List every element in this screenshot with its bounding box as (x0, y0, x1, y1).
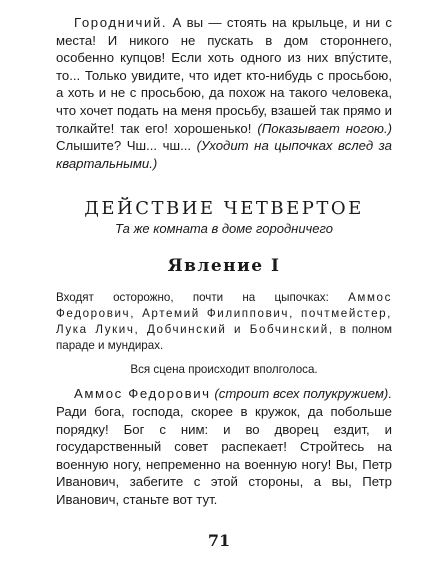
speech-text: Слышите? Чш... чш... (56, 138, 197, 154)
speech-ammos-fedorovich (56, 385, 392, 508)
page-number: 71 (207, 531, 231, 550)
character-list: Аммос Федорович, Артемий Филиппович, почтмейстер, Лука Лукич, Добчинский и Бобчинский, (56, 291, 392, 337)
speaker-name: Городничий. (74, 15, 168, 30)
stage-note: Вся сцена происходит вполголоса. (130, 363, 318, 377)
stage-direction-inline: (Уходит на цыпочках вслед за квартальными.) (56, 138, 392, 171)
act-title: ДЕЙСТВИЕ ЧЕТВЕРТОЕ (84, 198, 364, 220)
stage-direction-text: Входят осторожно, почти на цыпочках: (56, 291, 349, 305)
speech-text: Ради бога, господа, скорее в кружок, да побольше порядку! Бог с ним: и во дворец ездит, и государственный совет распекает! Стройтесь на военную ногу, непременно на военную ногу! Вы, Петр Иванович, забегите с этой стороны, а вы, Петр Иванович, станьте вот тут. (56, 403, 392, 507)
stage-direction-inline: (Показывает ногою.) (257, 120, 393, 136)
scene-stage-direction (56, 290, 392, 354)
act-setting: Та же комната в доме городничего (114, 221, 334, 237)
stage-direction-text: в полном параде и мундирах. (56, 323, 392, 353)
speech-text: А вы — стоять на крыльце, и ни с места! И никого не пускать в дом стороннего, особенно купцов! Если хоть одного из них впу́стите, то... Только увидите, что идет кто-нибудь с просьбою, а хоть и не с просьбою, да похож на такого человека, что хочет подать на меня просьбу, взашей так прямо и толкайте! так его! хорошенько! (56, 15, 392, 136)
stage-direction-inline: (строит всех полукружием). (214, 386, 392, 402)
speaker-name: Аммос Федорович (74, 386, 211, 402)
speech-gorodnichiy (56, 14, 392, 172)
scene-title: Явление I (167, 256, 281, 277)
